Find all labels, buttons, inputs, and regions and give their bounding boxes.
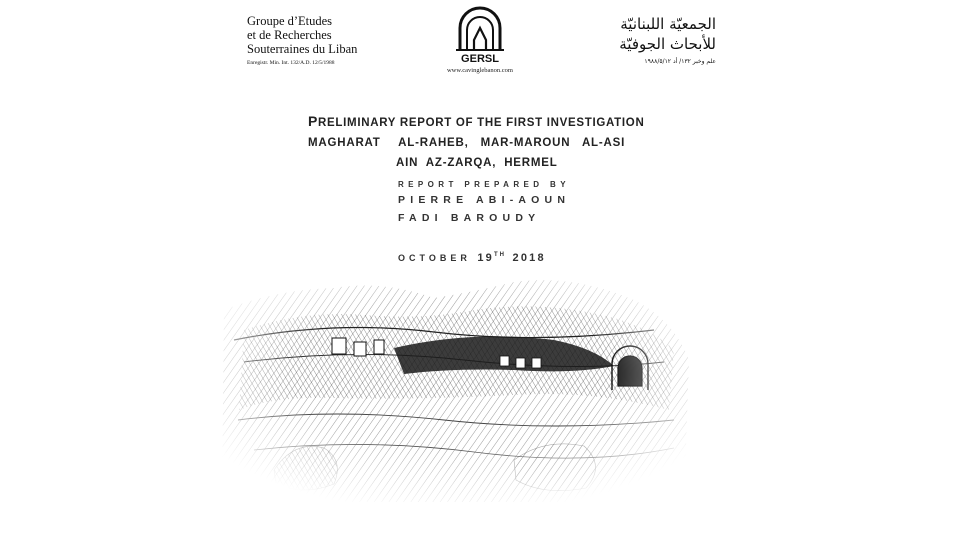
logo-letters: GERSL bbox=[461, 53, 499, 65]
date-suffix: TH bbox=[494, 252, 506, 258]
prepared-by-block bbox=[398, 180, 598, 225]
title-initial: P bbox=[308, 113, 319, 129]
cliff-hermitage-sketch-icon bbox=[214, 270, 694, 502]
org-ar-line: للأبحاث الجوفيّة bbox=[619, 35, 716, 53]
website-url: www.cavinglebanon.com bbox=[446, 67, 513, 74]
gersl-logo bbox=[440, 6, 520, 76]
report-title bbox=[308, 112, 653, 172]
registration-note-french: Enregistr. Min. Int. 132/A.D. 12/5/1988 bbox=[247, 60, 335, 66]
gersl-logo-icon bbox=[452, 6, 508, 66]
date-year: 2018 bbox=[512, 252, 546, 264]
organization-name-arabic bbox=[556, 14, 716, 68]
title-line-1-text: RELIMINARY REPORT OF THE FIRST INVESTIGATION bbox=[318, 117, 645, 129]
date-day: 19 bbox=[477, 252, 494, 264]
organization-name-french bbox=[247, 14, 397, 68]
title-line-2: MAGHARAT AL-RAHEB, MAR-MAROUN AL-ASI bbox=[308, 137, 626, 149]
org-fr-line: Souterraines du Liban bbox=[247, 42, 358, 56]
report-date bbox=[398, 252, 598, 264]
prepared-by-label: REPORT PREPARED BY bbox=[398, 180, 570, 189]
org-fr-line: et de Recherches bbox=[247, 28, 332, 42]
org-fr-line: Groupe d’Etudes bbox=[247, 14, 333, 28]
title-line-1 bbox=[308, 112, 653, 132]
org-ar-line: الجمعيّة اللبنانيّة bbox=[620, 15, 716, 33]
title-line-3: AIN AZ-ZARQA, HERMEL bbox=[396, 157, 558, 169]
date-month: OCTOBER bbox=[398, 253, 471, 263]
author-name: PIERRE ABI-AOUN bbox=[398, 194, 571, 206]
author-name: FADI BAROUDY bbox=[398, 212, 541, 224]
registration-note-arabic: علم وخبر ١٣٢/ أد ١٩٨٨/٥/١٢ bbox=[644, 58, 716, 65]
